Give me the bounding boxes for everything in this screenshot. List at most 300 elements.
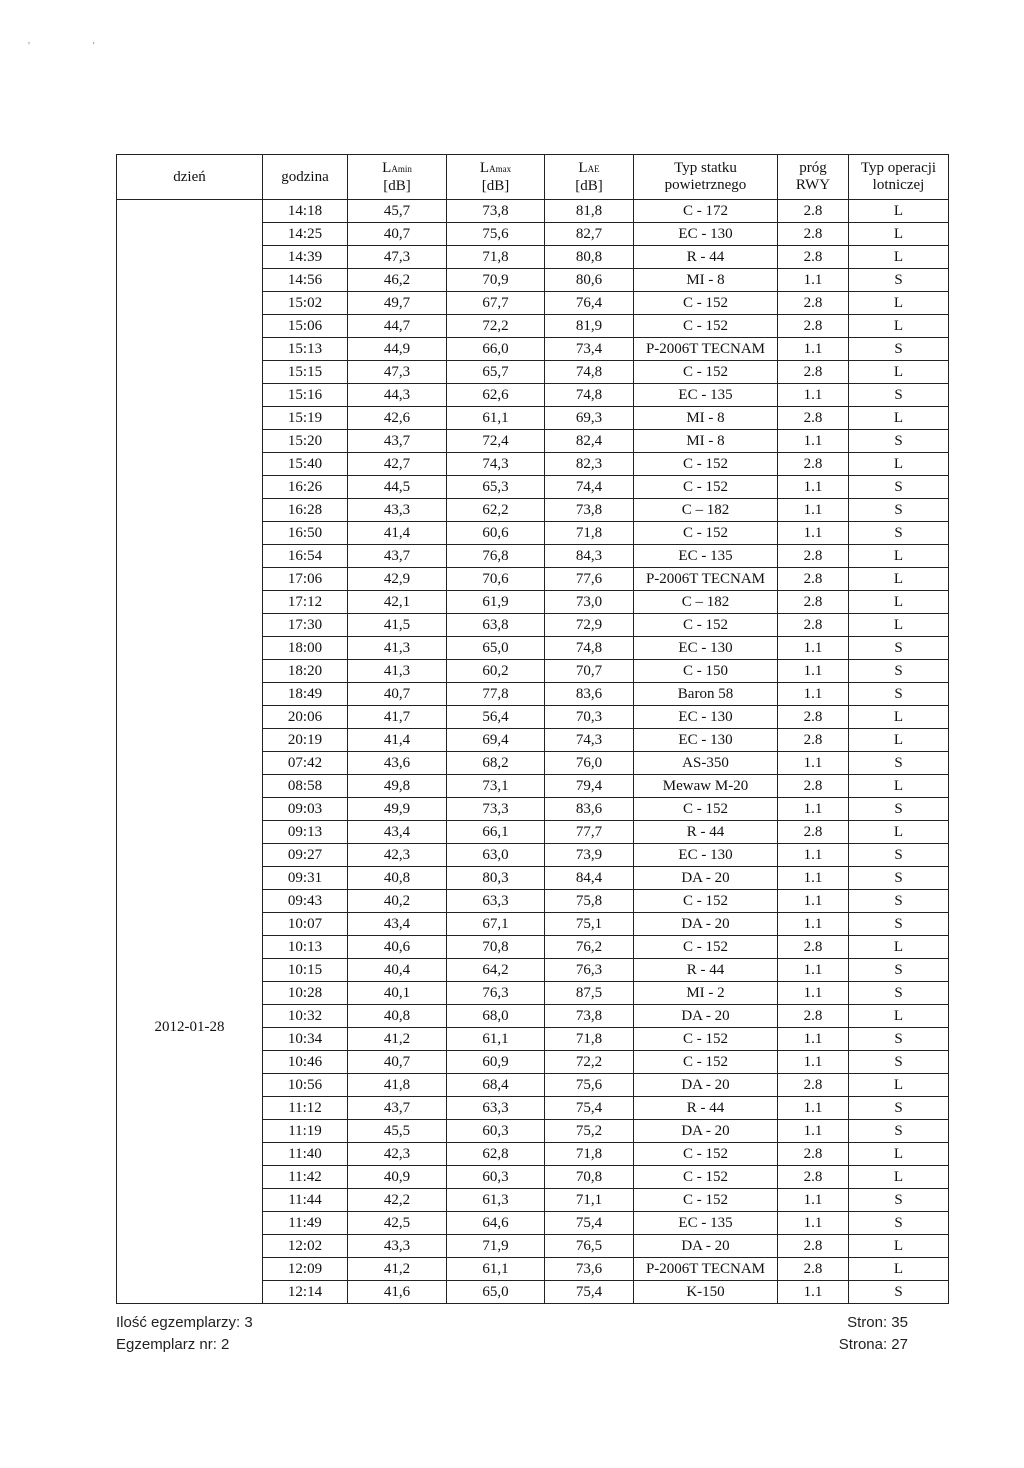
hour-cell: 09:27	[263, 844, 348, 867]
aircraft-type-cell: EC - 135	[634, 384, 778, 407]
operation-type-cell: L	[849, 407, 949, 430]
lamin-cell: 40,7	[348, 223, 447, 246]
lamax-cell: 73,1	[447, 775, 545, 798]
lamax-cell: 61,1	[447, 1258, 545, 1281]
table-row	[117, 752, 949, 775]
lamin-cell: 46,2	[348, 269, 447, 292]
hour-cell: 11:44	[263, 1189, 348, 1212]
operation-type-cell: S	[849, 1028, 949, 1051]
lamin-cell: 40,9	[348, 1166, 447, 1189]
operation-type-cell: S	[849, 798, 949, 821]
lamin-cell: 41,2	[348, 1028, 447, 1051]
aircraft-type-cell: R - 44	[634, 246, 778, 269]
lamin-cell: 41,3	[348, 637, 447, 660]
lamax-cell: 62,8	[447, 1143, 545, 1166]
runway-threshold-cell: 1.1	[778, 476, 849, 499]
operation-type-cell: S	[849, 338, 949, 361]
lamax-cell: 65,0	[447, 1281, 545, 1304]
lamax-cell: 70,9	[447, 269, 545, 292]
hour-cell: 11:19	[263, 1120, 348, 1143]
lamax-cell: 72,4	[447, 430, 545, 453]
operation-type-cell: L	[849, 1005, 949, 1028]
runway-threshold-cell: 2.8	[778, 361, 849, 384]
hour-cell: 14:39	[263, 246, 348, 269]
hour-cell: 17:30	[263, 614, 348, 637]
aircraft-type-cell: R - 44	[634, 959, 778, 982]
lamin-cell: 43,4	[348, 913, 447, 936]
hour-cell: 10:56	[263, 1074, 348, 1097]
header-aircraft-type: Typ statku powietrznego	[634, 155, 778, 200]
aircraft-type-cell: C - 152	[634, 1189, 778, 1212]
runway-threshold-cell: 2.8	[778, 1258, 849, 1281]
lamax-cell: 71,9	[447, 1235, 545, 1258]
runway-threshold-cell: 2.8	[778, 545, 849, 568]
header-day: dzień	[117, 155, 263, 200]
lamax-cell: 71,8	[447, 246, 545, 269]
lamin-cell: 43,7	[348, 430, 447, 453]
hour-cell: 14:25	[263, 223, 348, 246]
table-row	[117, 200, 949, 223]
scan-marks: ' '	[28, 40, 125, 52]
aircraft-type-cell: C - 152	[634, 522, 778, 545]
hour-cell: 17:12	[263, 591, 348, 614]
lae-cell: 70,8	[545, 1166, 634, 1189]
lae-cell: 77,6	[545, 568, 634, 591]
lamin-cell: 43,7	[348, 1097, 447, 1120]
aircraft-type-cell: P-2006T TECNAM	[634, 568, 778, 591]
aircraft-type-cell: DA - 20	[634, 1005, 778, 1028]
hour-cell: 15:40	[263, 453, 348, 476]
aircraft-type-cell: C - 152	[634, 453, 778, 476]
lamax-cell: 61,1	[447, 407, 545, 430]
lamax-cell: 63,3	[447, 1097, 545, 1120]
aircraft-type-cell: DA - 20	[634, 867, 778, 890]
runway-threshold-cell: 2.8	[778, 315, 849, 338]
runway-threshold-cell: 1.1	[778, 637, 849, 660]
lamin-cell: 42,7	[348, 453, 447, 476]
aircraft-type-cell: EC - 135	[634, 545, 778, 568]
lae-cell: 81,8	[545, 200, 634, 223]
header-runway-threshold: próg RWY	[778, 155, 849, 200]
operation-type-cell: S	[849, 1097, 949, 1120]
operation-type-cell: S	[849, 1212, 949, 1235]
lae-cell: 75,4	[545, 1097, 634, 1120]
lamin-cell: 40,7	[348, 683, 447, 706]
operation-type-cell: S	[849, 959, 949, 982]
operation-type-cell: S	[849, 1120, 949, 1143]
lamax-cell: 61,3	[447, 1189, 545, 1212]
lae-cell: 82,7	[545, 223, 634, 246]
lamin-cell: 49,7	[348, 292, 447, 315]
hour-cell: 15:19	[263, 407, 348, 430]
lamax-cell: 75,6	[447, 223, 545, 246]
aircraft-type-cell: EC - 130	[634, 223, 778, 246]
runway-threshold-cell: 1.1	[778, 890, 849, 913]
day-cell: 2012-01-28	[117, 752, 263, 1304]
lamin-cell: 41,5	[348, 614, 447, 637]
lamin-cell: 47,3	[348, 361, 447, 384]
hour-cell: 09:31	[263, 867, 348, 890]
lae-cell: 73,4	[545, 338, 634, 361]
lamin-cell: 40,8	[348, 1005, 447, 1028]
lamin-cell: 44,3	[348, 384, 447, 407]
hour-cell: 11:42	[263, 1166, 348, 1189]
lamax-cell: 61,1	[447, 1028, 545, 1051]
operation-type-cell: L	[849, 292, 949, 315]
runway-threshold-cell: 1.1	[778, 1097, 849, 1120]
aircraft-type-cell: C - 172	[634, 200, 778, 223]
lamin-cell: 42,3	[348, 1143, 447, 1166]
hour-cell: 10:46	[263, 1051, 348, 1074]
lae-cell: 75,4	[545, 1281, 634, 1304]
lamax-cell: 60,3	[447, 1120, 545, 1143]
operation-type-cell: S	[849, 752, 949, 775]
lamin-cell: 43,3	[348, 499, 447, 522]
lae-cell: 81,9	[545, 315, 634, 338]
lamax-cell: 69,4	[447, 729, 545, 752]
runway-threshold-cell: 2.8	[778, 591, 849, 614]
lamin-cell: 41,7	[348, 706, 447, 729]
aircraft-type-cell: DA - 20	[634, 1235, 778, 1258]
runway-threshold-cell: 1.1	[778, 430, 849, 453]
runway-threshold-cell: 1.1	[778, 1120, 849, 1143]
lamax-cell: 76,8	[447, 545, 545, 568]
lae-cell: 73,0	[545, 591, 634, 614]
hour-cell: 15:20	[263, 430, 348, 453]
lamin-cell: 42,6	[348, 407, 447, 430]
operation-type-cell: L	[849, 568, 949, 591]
hour-cell: 18:20	[263, 660, 348, 683]
lae-cell: 71,8	[545, 1028, 634, 1051]
lamax-cell: 66,1	[447, 821, 545, 844]
aircraft-type-cell: C - 152	[634, 614, 778, 637]
lamin-cell: 45,7	[348, 200, 447, 223]
lamax-cell: 60,6	[447, 522, 545, 545]
table-body	[117, 200, 949, 1304]
hour-cell: 12:09	[263, 1258, 348, 1281]
aircraft-type-cell: P-2006T TECNAM	[634, 1258, 778, 1281]
operation-type-cell: S	[849, 269, 949, 292]
hour-cell: 07:42	[263, 752, 348, 775]
lamin-cell: 44,9	[348, 338, 447, 361]
hour-cell: 10:34	[263, 1028, 348, 1051]
lae-cell: 75,2	[545, 1120, 634, 1143]
aircraft-type-cell: C – 182	[634, 499, 778, 522]
runway-threshold-cell: 2.8	[778, 1235, 849, 1258]
lae-cell: 80,8	[545, 246, 634, 269]
header-operation-type: Typ operacji lotniczej	[849, 155, 949, 200]
lae-cell: 69,3	[545, 407, 634, 430]
copies-count: Ilość egzemplarzy: 3	[116, 1314, 253, 1331]
lamax-cell: 72,2	[447, 315, 545, 338]
hour-cell: 09:43	[263, 890, 348, 913]
header-hour: godzina	[263, 155, 348, 200]
hour-cell: 15:06	[263, 315, 348, 338]
lamax-cell: 62,6	[447, 384, 545, 407]
operation-type-cell: L	[849, 223, 949, 246]
header-lamin: LAmin [dB]	[348, 155, 447, 200]
runway-threshold-cell: 2.8	[778, 706, 849, 729]
lamin-cell: 49,8	[348, 775, 447, 798]
lae-cell: 74,4	[545, 476, 634, 499]
lamax-cell: 65,7	[447, 361, 545, 384]
aircraft-type-cell: C - 152	[634, 1143, 778, 1166]
hour-cell: 16:50	[263, 522, 348, 545]
lamin-cell: 41,4	[348, 729, 447, 752]
lamax-cell: 67,1	[447, 913, 545, 936]
lamin-cell: 43,7	[348, 545, 447, 568]
lamin-cell: 40,1	[348, 982, 447, 1005]
aircraft-type-cell: R - 44	[634, 821, 778, 844]
hour-cell: 11:49	[263, 1212, 348, 1235]
lamax-cell: 60,3	[447, 1166, 545, 1189]
operation-type-cell: L	[849, 1166, 949, 1189]
lae-cell: 84,3	[545, 545, 634, 568]
lamax-cell: 63,8	[447, 614, 545, 637]
lamax-cell: 80,3	[447, 867, 545, 890]
operation-type-cell: S	[849, 867, 949, 890]
operation-type-cell: S	[849, 660, 949, 683]
aircraft-type-cell: C - 152	[634, 1166, 778, 1189]
lamin-cell: 42,5	[348, 1212, 447, 1235]
operation-type-cell: L	[849, 453, 949, 476]
page-number: Strona: 27	[838, 1336, 908, 1353]
aircraft-type-cell: DA - 20	[634, 913, 778, 936]
lae-cell: 72,9	[545, 614, 634, 637]
lamax-cell: 60,9	[447, 1051, 545, 1074]
operation-type-cell: L	[849, 1074, 949, 1097]
operation-type-cell: S	[849, 1189, 949, 1212]
lamin-cell: 41,8	[348, 1074, 447, 1097]
operation-type-cell: L	[849, 1258, 949, 1281]
runway-threshold-cell: 1.1	[778, 913, 849, 936]
runway-threshold-cell: 1.1	[778, 338, 849, 361]
footer-left	[116, 1312, 253, 1356]
hour-cell: 16:28	[263, 499, 348, 522]
runway-threshold-cell: 1.1	[778, 499, 849, 522]
hour-cell: 20:06	[263, 706, 348, 729]
lae-cell: 74,8	[545, 384, 634, 407]
lamax-cell: 63,3	[447, 890, 545, 913]
operation-type-cell: L	[849, 315, 949, 338]
lamax-cell: 66,0	[447, 338, 545, 361]
runway-threshold-cell: 1.1	[778, 982, 849, 1005]
lamax-cell: 65,3	[447, 476, 545, 499]
hour-cell: 11:40	[263, 1143, 348, 1166]
operation-type-cell: S	[849, 890, 949, 913]
runway-threshold-cell: 2.8	[778, 453, 849, 476]
lae-cell: 80,6	[545, 269, 634, 292]
runway-threshold-cell: 1.1	[778, 1051, 849, 1074]
aircraft-type-cell: C - 152	[634, 1028, 778, 1051]
operation-type-cell: L	[849, 591, 949, 614]
operation-type-cell: S	[849, 844, 949, 867]
runway-threshold-cell: 2.8	[778, 568, 849, 591]
aircraft-type-cell: C - 152	[634, 1051, 778, 1074]
runway-threshold-cell: 1.1	[778, 1189, 849, 1212]
footer-right	[839, 1312, 908, 1356]
operation-type-cell: L	[849, 821, 949, 844]
hour-cell: 12:14	[263, 1281, 348, 1304]
runway-threshold-cell: 1.1	[778, 660, 849, 683]
lamin-cell: 43,4	[348, 821, 447, 844]
runway-threshold-cell: 2.8	[778, 775, 849, 798]
lae-cell: 83,6	[545, 683, 634, 706]
lae-cell: 74,8	[545, 361, 634, 384]
runway-threshold-cell: 2.8	[778, 200, 849, 223]
operation-type-cell: S	[849, 982, 949, 1005]
aircraft-type-cell: C - 152	[634, 476, 778, 499]
lae-cell: 71,8	[545, 1143, 634, 1166]
lae-cell: 76,4	[545, 292, 634, 315]
lae-cell: 75,6	[545, 1074, 634, 1097]
hour-cell: 15:13	[263, 338, 348, 361]
operation-type-cell: L	[849, 936, 949, 959]
aircraft-type-cell: C - 152	[634, 292, 778, 315]
hour-cell: 16:26	[263, 476, 348, 499]
lae-cell: 74,3	[545, 729, 634, 752]
runway-threshold-cell: 1.1	[778, 844, 849, 867]
hour-cell: 14:18	[263, 200, 348, 223]
operation-type-cell: S	[849, 637, 949, 660]
lamax-cell: 61,9	[447, 591, 545, 614]
lae-cell: 75,4	[545, 1212, 634, 1235]
aircraft-type-cell: C - 152	[634, 315, 778, 338]
lae-cell: 82,4	[545, 430, 634, 453]
lamin-cell: 42,9	[348, 568, 447, 591]
lae-cell: 77,7	[545, 821, 634, 844]
operation-type-cell: S	[849, 430, 949, 453]
lae-cell: 79,4	[545, 775, 634, 798]
runway-threshold-cell: 1.1	[778, 752, 849, 775]
lamax-cell: 68,2	[447, 752, 545, 775]
lamax-cell: 62,2	[447, 499, 545, 522]
aircraft-type-cell: C - 150	[634, 660, 778, 683]
aircraft-type-cell: C - 152	[634, 936, 778, 959]
lae-cell: 73,8	[545, 499, 634, 522]
lae-cell: 75,8	[545, 890, 634, 913]
lae-cell: 71,1	[545, 1189, 634, 1212]
lamax-cell: 65,0	[447, 637, 545, 660]
lamin-cell: 44,7	[348, 315, 447, 338]
operation-type-cell: S	[849, 1051, 949, 1074]
aircraft-type-cell: MI - 8	[634, 269, 778, 292]
lae-cell: 76,5	[545, 1235, 634, 1258]
operation-type-cell: S	[849, 476, 949, 499]
hour-cell: 10:15	[263, 959, 348, 982]
lamin-cell: 41,4	[348, 522, 447, 545]
lamax-cell: 60,2	[447, 660, 545, 683]
lamax-cell: 68,4	[447, 1074, 545, 1097]
aircraft-type-cell: MI - 8	[634, 430, 778, 453]
lamin-cell: 42,2	[348, 1189, 447, 1212]
pages-total: Stron: 35	[847, 1314, 908, 1331]
hour-cell: 11:12	[263, 1097, 348, 1120]
lae-cell: 84,4	[545, 867, 634, 890]
lae-cell: 73,8	[545, 1005, 634, 1028]
lae-cell: 75,1	[545, 913, 634, 936]
lae-cell: 70,7	[545, 660, 634, 683]
runway-threshold-cell: 1.1	[778, 683, 849, 706]
lamax-cell: 70,8	[447, 936, 545, 959]
hour-cell: 08:58	[263, 775, 348, 798]
lamin-cell: 40,6	[348, 936, 447, 959]
operation-type-cell: L	[849, 545, 949, 568]
aircraft-type-cell: EC - 130	[634, 706, 778, 729]
hour-cell: 10:32	[263, 1005, 348, 1028]
lamin-cell: 45,5	[348, 1120, 447, 1143]
lae-cell: 71,8	[545, 522, 634, 545]
operation-type-cell: L	[849, 775, 949, 798]
operation-type-cell: S	[849, 683, 949, 706]
header-lamax: LAmax [dB]	[447, 155, 545, 200]
lamin-cell: 42,3	[348, 844, 447, 867]
runway-threshold-cell: 2.8	[778, 821, 849, 844]
aircraft-type-cell: EC - 130	[634, 637, 778, 660]
operation-type-cell: S	[849, 522, 949, 545]
lamax-cell: 73,8	[447, 200, 545, 223]
hour-cell: 20:19	[263, 729, 348, 752]
runway-threshold-cell: 2.8	[778, 1166, 849, 1189]
operation-type-cell: S	[849, 1281, 949, 1304]
runway-threshold-cell: 1.1	[778, 1281, 849, 1304]
hour-cell: 14:56	[263, 269, 348, 292]
hour-cell: 15:15	[263, 361, 348, 384]
runway-threshold-cell: 1.1	[778, 384, 849, 407]
aircraft-type-cell: K-150	[634, 1281, 778, 1304]
hour-cell: 18:49	[263, 683, 348, 706]
lamax-cell: 63,0	[447, 844, 545, 867]
lae-cell: 76,3	[545, 959, 634, 982]
lamin-cell: 40,2	[348, 890, 447, 913]
lamin-cell: 41,3	[348, 660, 447, 683]
lamax-cell: 67,7	[447, 292, 545, 315]
runway-threshold-cell: 2.8	[778, 246, 849, 269]
hour-cell: 10:13	[263, 936, 348, 959]
lamax-cell: 64,6	[447, 1212, 545, 1235]
lamin-cell: 40,8	[348, 867, 447, 890]
operation-type-cell: S	[849, 499, 949, 522]
copy-number: Egzemplarz nr: 2	[116, 1336, 230, 1353]
operation-type-cell: L	[849, 361, 949, 384]
lamax-cell: 68,0	[447, 1005, 545, 1028]
operation-type-cell: S	[849, 384, 949, 407]
lae-cell: 70,3	[545, 706, 634, 729]
operation-type-cell: L	[849, 729, 949, 752]
runway-threshold-cell: 2.8	[778, 729, 849, 752]
hour-cell: 18:00	[263, 637, 348, 660]
lamax-cell: 76,3	[447, 982, 545, 1005]
aircraft-type-cell: MI - 8	[634, 407, 778, 430]
runway-threshold-cell: 2.8	[778, 407, 849, 430]
runway-threshold-cell: 1.1	[778, 1212, 849, 1235]
lamin-cell: 40,7	[348, 1051, 447, 1074]
aircraft-type-cell: C – 182	[634, 591, 778, 614]
lamin-cell: 40,4	[348, 959, 447, 982]
aircraft-type-cell: Baron 58	[634, 683, 778, 706]
lamax-cell: 56,4	[447, 706, 545, 729]
lae-cell: 87,5	[545, 982, 634, 1005]
runway-threshold-cell: 1.1	[778, 1028, 849, 1051]
aircraft-type-cell: DA - 20	[634, 1120, 778, 1143]
noise-measurement-table	[116, 154, 949, 1304]
operation-type-cell: L	[849, 1143, 949, 1166]
header-row	[117, 155, 949, 200]
lae-cell: 76,0	[545, 752, 634, 775]
lamin-cell: 41,6	[348, 1281, 447, 1304]
aircraft-type-cell: MI - 2	[634, 982, 778, 1005]
lae-cell: 82,3	[545, 453, 634, 476]
